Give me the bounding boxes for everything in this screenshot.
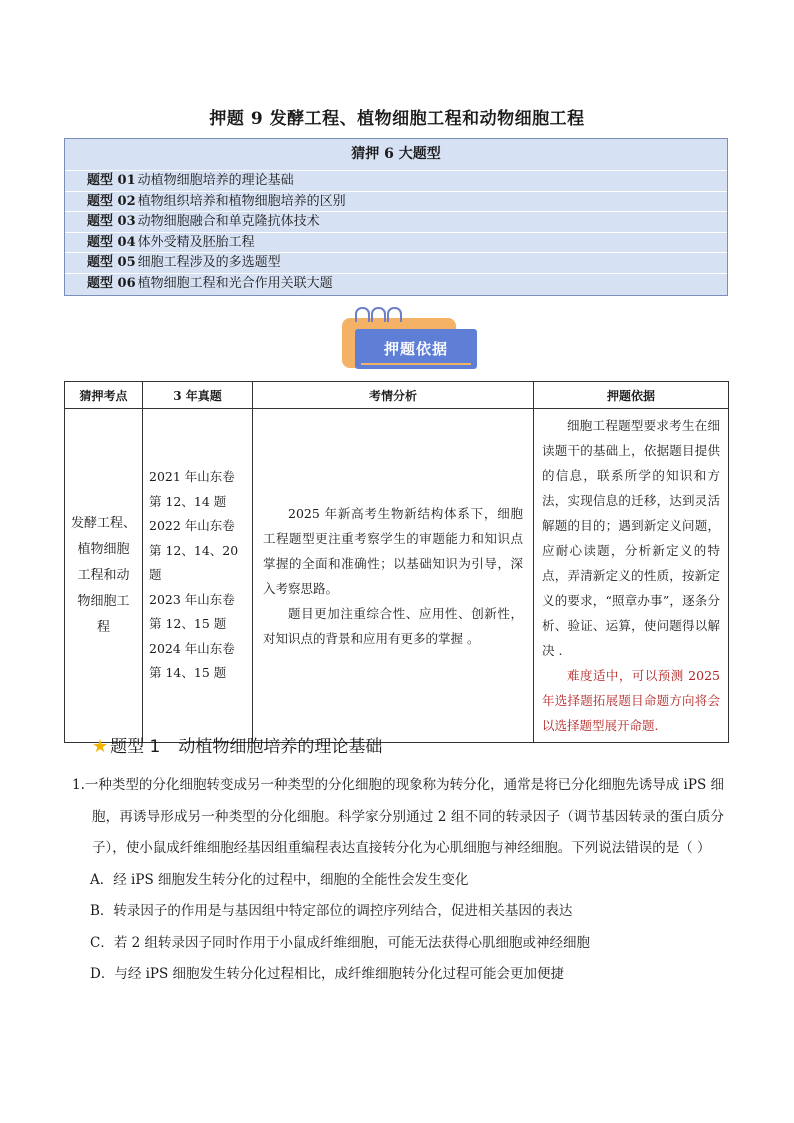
section-title: 动植物细胞培养的理论基础	[178, 737, 383, 757]
section-number: 题型 1	[110, 737, 161, 757]
exam-line: 第 12、14、20	[149, 542, 239, 558]
exam-line: 2022 年山东卷	[149, 518, 235, 534]
basis-paragraph: 细胞工程题型要求考生在细读题干的基础上，依据题目提供的信息，联系所学的知识和方法，实现信息的迁移，达到灵活解题的目的；遇到新定义问题，应耐心读题，分析新定义的特点，弄清新定义的性质，按新定义的要求，“照章办事”，逐条分析、验证、运算，使问题得以解决 .	[542, 418, 720, 658]
topic-box-heading: 猜押 6 大题型	[65, 139, 727, 171]
topic-line: 程	[96, 619, 110, 635]
topic-line: 物细胞工	[77, 593, 130, 609]
table-row	[65, 409, 729, 743]
topic-line: 发酵工程、	[70, 515, 136, 531]
badge-label: 押题依据	[383, 340, 448, 358]
analysis-paragraph: 题目更加注重综合性、应用性、创新性，对知识点的背景和应用有更多的掌握 。	[263, 605, 523, 646]
header-basis: 押题依据	[534, 382, 729, 409]
option-a: A．经 iPS 细胞发生转分化的过程中，细胞的全能性会发生变化	[90, 871, 469, 888]
topic-line: 工程和动	[77, 567, 130, 583]
topic-item	[65, 253, 727, 274]
table-header-row	[65, 382, 729, 409]
header-analysis: 考情分析	[253, 382, 534, 409]
topic-text: 动植物细胞培养的理论基础	[137, 173, 294, 188]
topic-item	[65, 212, 727, 233]
header-topic: 猜押考点	[65, 382, 143, 409]
topic-text: 植物细胞工程和光合作用关联大题	[137, 275, 333, 291]
option-d: D．与经 iPS 细胞发生转分化过程相比，成纤维细胞转分化过程可能会更加便捷	[90, 966, 565, 982]
binder-ring-icon	[387, 307, 402, 322]
topic-text: 植物组织培养和植物细胞培养的区别	[137, 193, 346, 209]
option-b: B．转录因子的作用是与基因组中特定部位的调控序列结合，促进相关基因的表达	[90, 903, 573, 919]
option-c: C．若 2 组转录因子同时作用于小鼠成纤维细胞，可能无法获得心肌细胞或神经细胞	[90, 934, 590, 951]
page-title: 押题 9 发酵工程、植物细胞工程和动物细胞工程	[209, 109, 585, 129]
topic-text: 动物细胞融合和单克隆抗体技术	[137, 214, 320, 230]
exam-analysis-table	[64, 381, 729, 743]
topic-item	[65, 274, 727, 295]
basis-badge	[339, 305, 479, 373]
exam-line: 第 12、15 题	[149, 616, 227, 632]
section-heading	[92, 732, 382, 757]
exams-cell	[143, 409, 253, 743]
exam-line: 2024 年山东卷	[149, 640, 235, 656]
topic-code: 题型 03	[87, 214, 136, 230]
exam-line: 第 14、15 题	[149, 665, 227, 681]
topic-code: 题型 04	[87, 234, 136, 250]
basis-highlight: 难度适中，可以预测 2025 年选择题拓展题目命题方向将会以选择题型展开命题.	[542, 668, 720, 733]
topic-code: 题型 05	[87, 255, 136, 271]
topic-code: 题型 02	[87, 193, 136, 209]
analysis-paragraph: 2025 年新高考生物新结构体系下，细胞工程题型更注重考察学生的审题能力和知识点掌握的全面和准确性；以基础知识为引导，深入考察思路。	[263, 505, 523, 596]
topic-code: 题型 01	[87, 173, 136, 188]
topic-line: 植物细胞	[77, 541, 130, 557]
exam-line: 2021 年山东卷	[149, 469, 235, 485]
topic-summary-box	[64, 138, 728, 296]
basis-cell	[534, 409, 729, 743]
exam-line: 2023 年山东卷	[149, 591, 235, 607]
badge-underline	[361, 363, 471, 365]
exam-line: 第 12、14 题	[149, 493, 227, 509]
question-stem: 1.一种类型的分化细胞转变成另一种类型的分化细胞的现象称为转分化，通常是将已分化细胞先诱导成 iPS 细胞，再诱导形成另一种类型的分化细胞。科学家分别通过 2 组不同的转录因子（调节基因转录的蛋白质分子），使小鼠成纤维细胞经基因组重编程表达直接转分化为心肌细胞与神经细胞。下列说法错误的是（ ）	[72, 777, 724, 856]
header-exams: 3 年真题	[143, 382, 253, 409]
topic-item	[65, 171, 727, 192]
analysis-cell	[253, 409, 534, 743]
binder-ring-icon	[371, 307, 386, 322]
topic-item	[65, 192, 727, 213]
topic-cell	[65, 409, 143, 743]
question-1	[72, 770, 724, 991]
exam-line: 题	[149, 567, 162, 583]
binder-ring-icon	[355, 307, 370, 322]
topic-item	[65, 233, 727, 254]
topic-code: 题型 06	[87, 275, 136, 291]
topic-text: 细胞工程涉及的多选题型	[137, 255, 281, 271]
topic-text: 体外受精及胚胎工程	[137, 234, 255, 250]
star-icon: ★	[92, 736, 109, 757]
badge-label-box	[355, 329, 477, 369]
